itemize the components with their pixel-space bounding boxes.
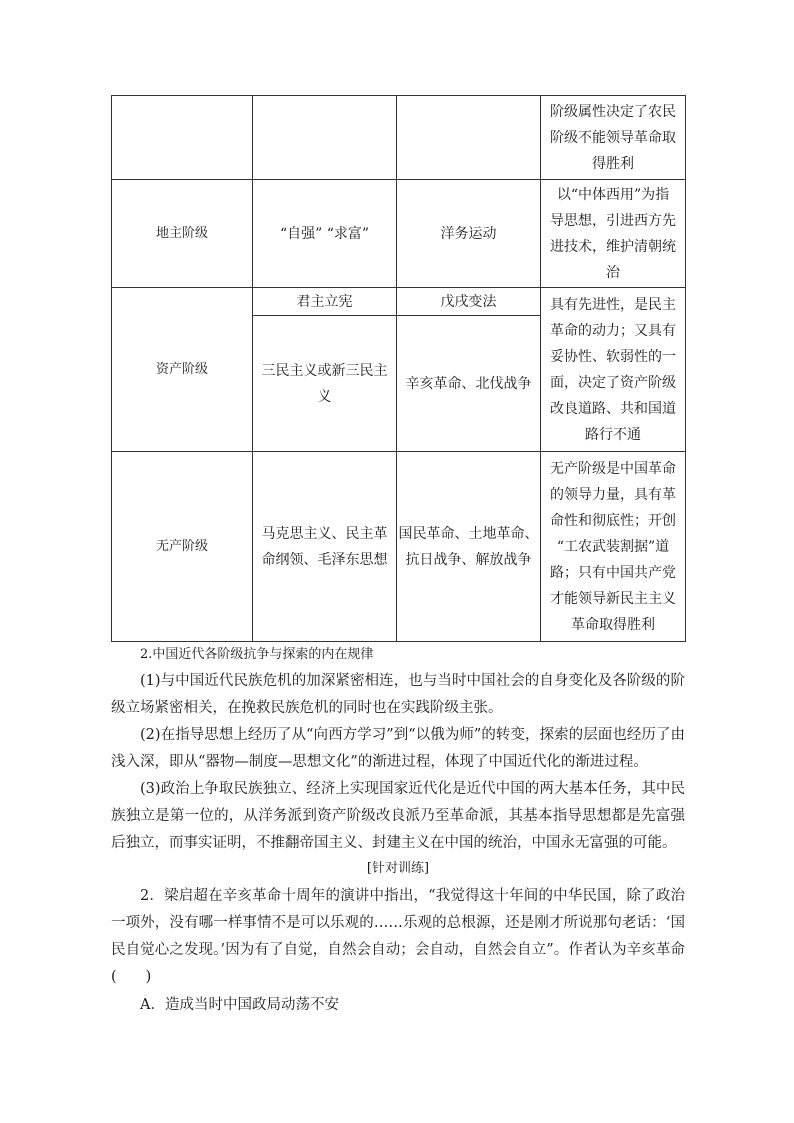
paragraph-3: (3)政治上争取民族独立、经济上实现国家近代化是近代中国的两大基本任务，其中民族独立是第一位的，从洋务派到资产阶级改良派乃至革命派，其基本指导思想都是先富强后独立，而事实证明，不推翻帝国主义、封建主义在中国的统治，中国永无富强的可能。 xyxy=(111,781,685,851)
class-summary-table xyxy=(111,95,686,642)
training-title: [针对训练] xyxy=(366,861,430,876)
class-cell xyxy=(112,96,253,180)
desc-line: 得胜利 xyxy=(592,155,634,172)
movement-cell: 辛亥革命、北伐战争 xyxy=(397,316,541,452)
class-cell: 无产阶级 xyxy=(112,452,253,642)
option-a[interactable]: A．造成当时中国政局动荡不安 xyxy=(140,997,339,1013)
ideology-line: 马克思主义、民主革 xyxy=(261,525,388,542)
table-row xyxy=(112,288,686,316)
ideology-cell: 君主立宪 xyxy=(253,288,397,316)
class-cell: 资产阶级 xyxy=(112,288,253,452)
desc-line: 改良道路、共和国道 xyxy=(550,400,676,417)
desc-line: 阶级属性决定了农民 xyxy=(550,103,676,120)
desc-line: 革命的动力；又具有 xyxy=(550,322,676,339)
movement-cell: 戊戌变法 xyxy=(397,288,541,316)
description-cell xyxy=(541,180,686,288)
ideology-line: 三民主义或新三民主 xyxy=(261,362,388,379)
desc-line: 路行不通 xyxy=(585,426,641,443)
desc-line: 导思想，引进西方先 xyxy=(550,212,676,229)
desc-line: 以“中体西用”为指 xyxy=(556,186,670,203)
movement-cell xyxy=(397,452,541,642)
desc-line: 路；只有中国共产党 xyxy=(550,564,676,581)
desc-line: 阶级不能领导革命取 xyxy=(550,129,676,146)
ideology-cell xyxy=(253,96,397,180)
desc-line: 无产阶级是中国革命 xyxy=(550,460,676,477)
desc-line: 的领导力量，具有革 xyxy=(550,486,676,503)
desc-line: “工农武装割据”道 xyxy=(556,538,670,555)
table-row xyxy=(112,452,686,642)
paragraph-2: (2)在指导思想上经历了从“向西方学习”到“以俄为师”的转变，探索的层面也经历了由浅入深，即从“器物—制度—思想文化”的渐进过程，体现了中国近代化的渐进过程。 xyxy=(111,727,685,770)
description-cell xyxy=(541,452,686,642)
desc-line: 妥协性、软弱性的一 xyxy=(550,348,676,365)
description-cell xyxy=(541,96,686,180)
desc-line: 面，决定了资产阶级 xyxy=(550,374,676,391)
desc-line: 治 xyxy=(606,264,620,281)
desc-line: 革命取得胜利 xyxy=(571,616,655,633)
paragraph-1: (1)与中国近代民族危机的加深紧密相连，也与当时中国社会的自身变化及各阶级的阶级立场紧密相关，在挽救民族危机的同时也在实践阶级主张。 xyxy=(111,673,685,716)
movement-cell xyxy=(397,96,541,180)
movement-cell: 洋务运动 xyxy=(397,180,541,288)
ideology-cell xyxy=(253,452,397,642)
desc-line: 具有先进性，是民主 xyxy=(550,296,676,313)
movement-line: 抗日战争、解放战争 xyxy=(405,551,532,568)
question-text: 2．梁启超在辛亥革命十周年的演讲中指出，“我觉得这十年间的中华民国，除了政治一项外，没有哪一样事情不是可以乐观的……乐观的总根源，还是刚才所说那句老话：‘国民自觉心之发现。’因为有了自觉，自然会自动；会自动，自然会自立”。作者认为辛亥革命( ) xyxy=(111,888,685,985)
desc-line: 命性和彻底性；开创 xyxy=(550,512,676,529)
class-cell: 地主阶级 xyxy=(112,180,253,288)
section-heading: 2.中国近代各阶级抗争与探索的内在规律 xyxy=(140,647,374,662)
movement-line: 国民革命、土地革命、 xyxy=(398,525,539,542)
desc-line: 才能领导新民主主义 xyxy=(550,590,676,607)
ideology-cell: “自强” “求富” xyxy=(253,180,397,288)
desc-line: 进技术，维护清朝统 xyxy=(550,238,676,255)
description-cell xyxy=(541,288,686,452)
ideology-line: 命纲领、毛泽东思想 xyxy=(261,551,388,568)
table-row xyxy=(112,180,686,288)
ideology-line: 义 xyxy=(317,388,332,405)
table-row xyxy=(112,96,686,180)
ideology-cell xyxy=(253,316,397,452)
